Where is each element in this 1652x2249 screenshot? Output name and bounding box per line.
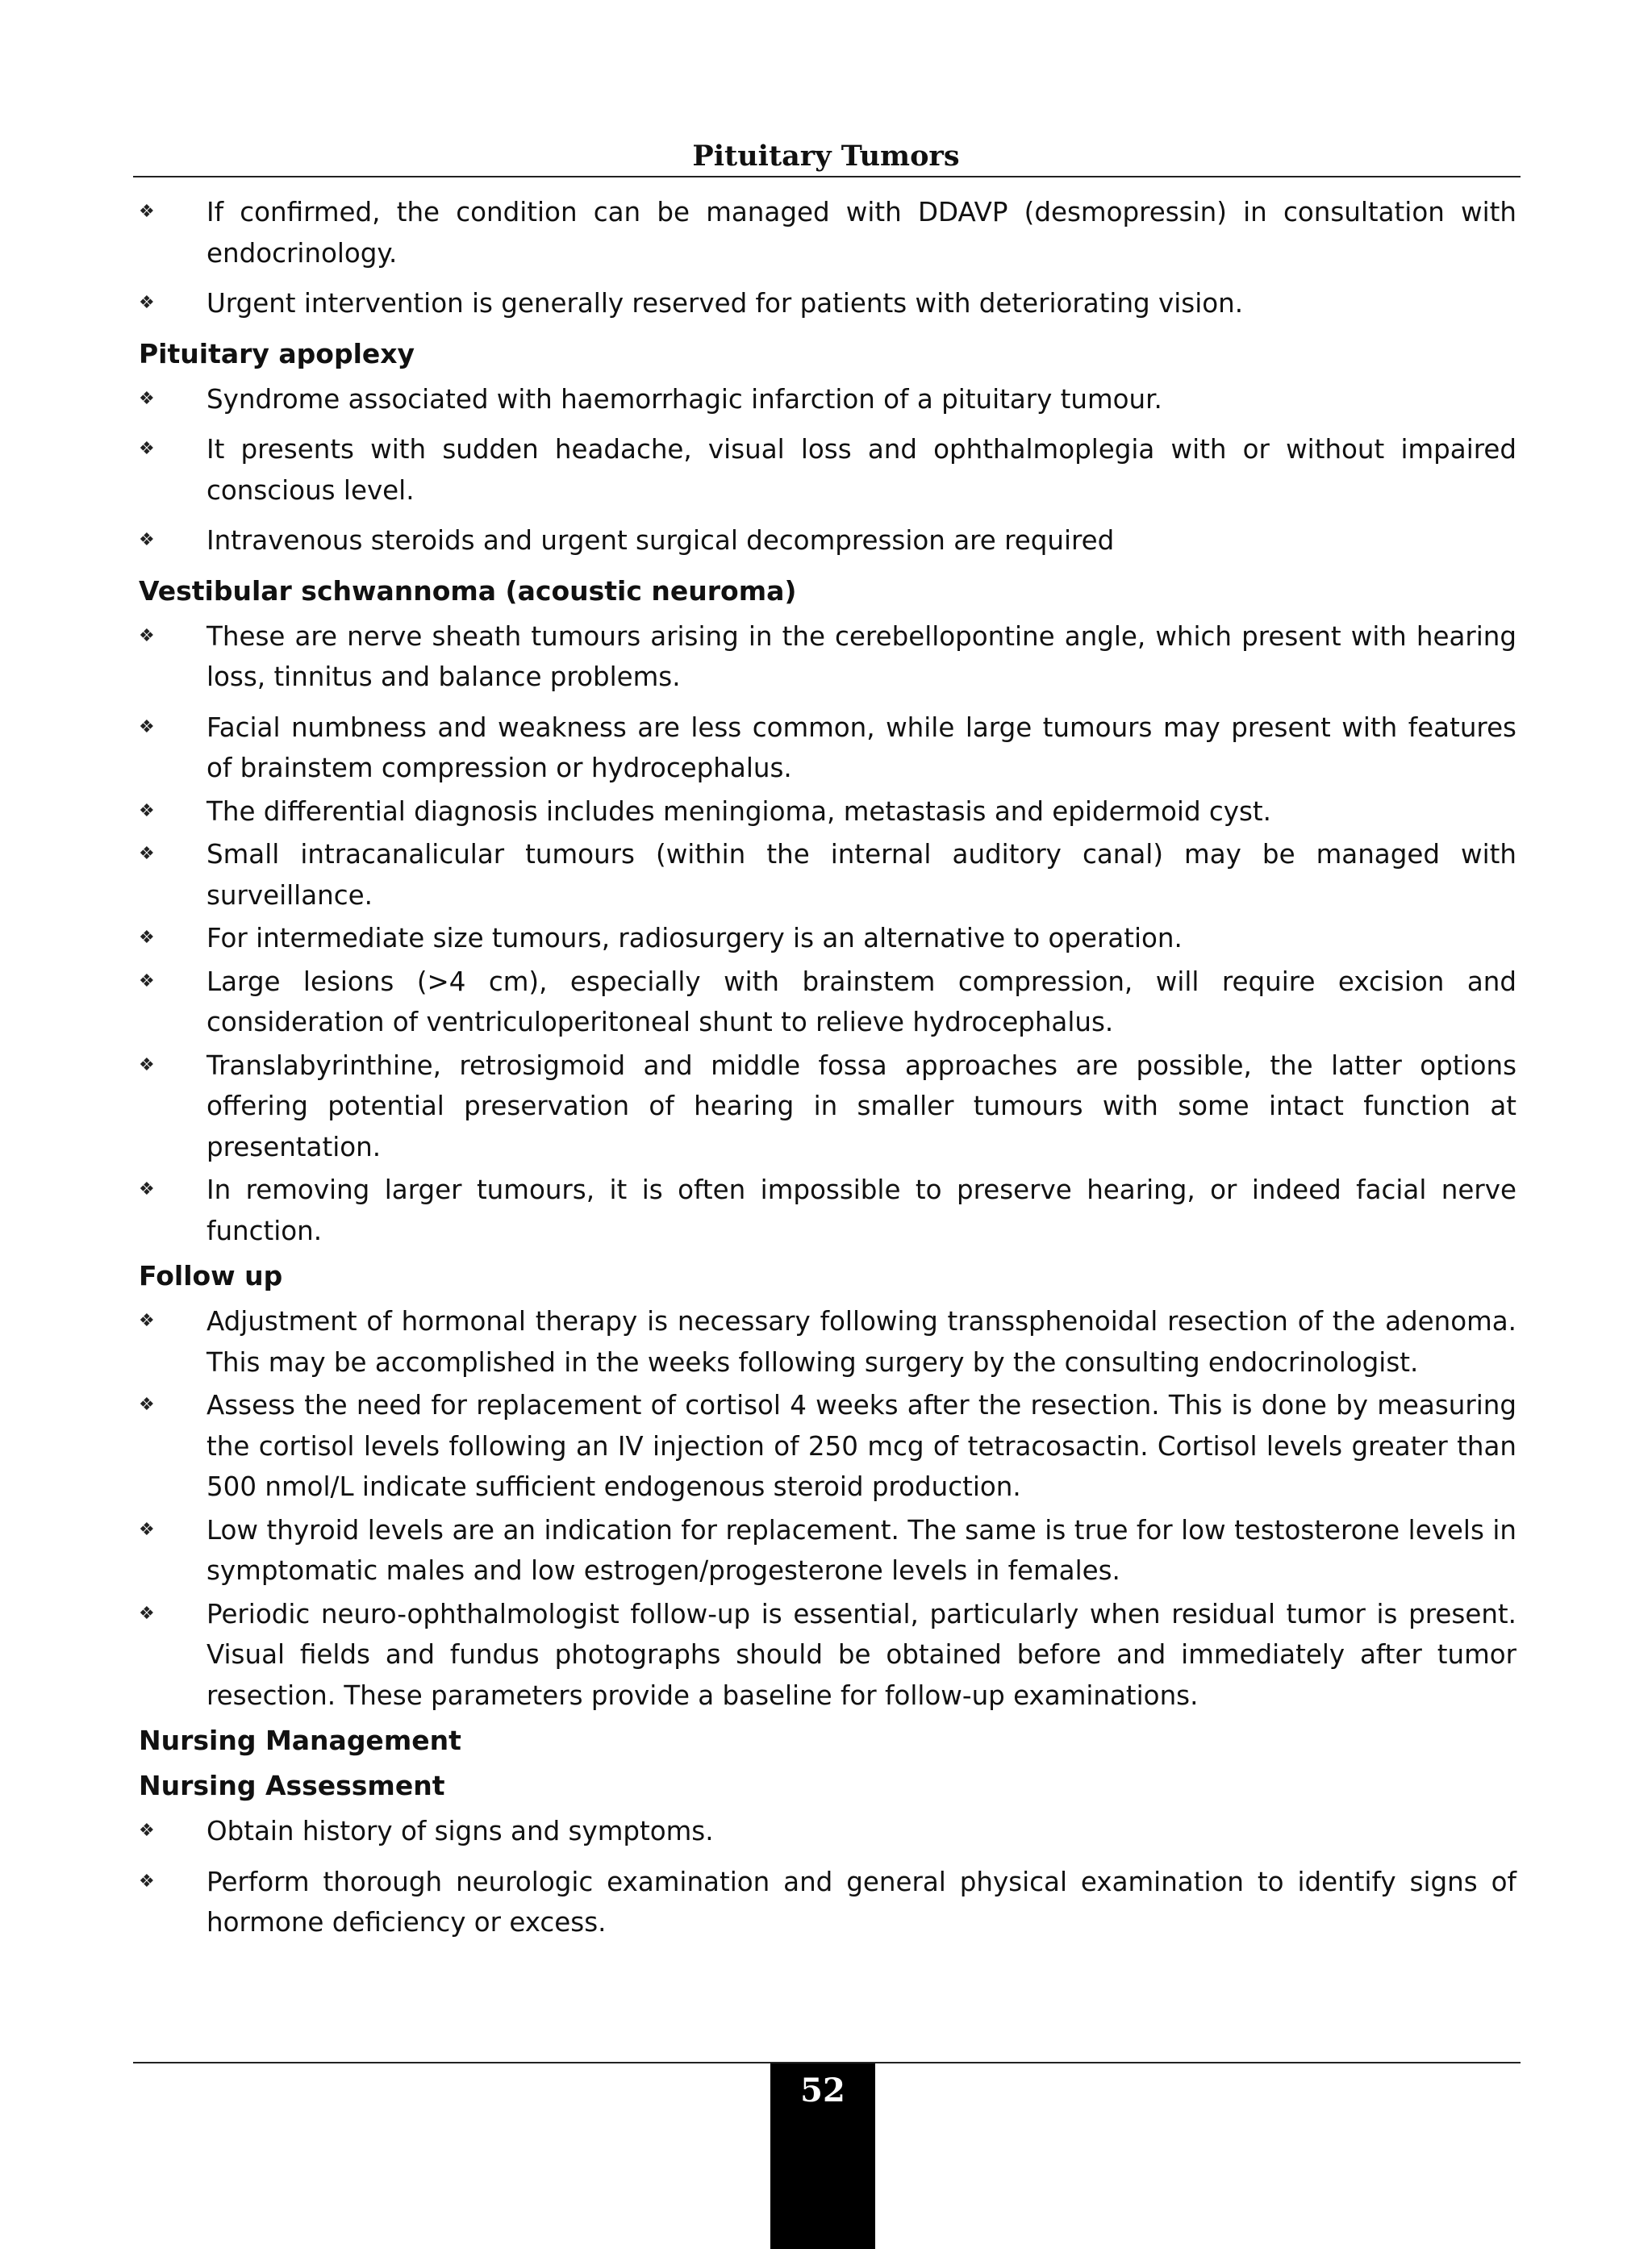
section-heading: Follow up [139, 1260, 283, 1291]
list-item-text: Large lesions (>4 cm), especially with brainstem compression, will require excision and consideration of ventriculoperitoneal shunt to relieve hydrocephalus. [206, 966, 1516, 1037]
list-item [137, 283, 1516, 324]
diamond-bullet-icon: ❖ [139, 530, 155, 550]
list-item-text: It presents with sudden headache, visual loss and ophthalmoplegia with or without impaired conscious level. [206, 434, 1516, 506]
diamond-bullet-icon: ❖ [139, 928, 155, 948]
list-item [137, 1301, 1516, 1383]
list-item-text: In removing larger tumours, it is often impossible to preserve hearing, or indeed facial nerve function. [206, 1175, 1516, 1246]
list-item [137, 520, 1516, 561]
diamond-bullet-icon: ❖ [139, 1603, 155, 1624]
list-item [137, 1385, 1516, 1508]
bullet-list [137, 1811, 1516, 1943]
diamond-bullet-icon: ❖ [139, 844, 155, 864]
section-heading: Nursing Assessment [139, 1770, 445, 1801]
list-item [137, 707, 1516, 789]
list-item [137, 429, 1516, 511]
header-divider [133, 176, 1521, 177]
diamond-bullet-icon: ❖ [139, 716, 155, 737]
list-item [137, 1170, 1516, 1251]
bullet-list [137, 616, 1516, 1252]
list-item-text: Adjustment of hormonal therapy is necessary following transsphenoidal resection of the adenoma. This may be accomplished in the weeks following surgery by the consulting endocrinologist. [206, 1306, 1516, 1378]
list-item [137, 1862, 1516, 1943]
list-item [137, 918, 1516, 959]
diamond-bullet-icon: ❖ [139, 439, 155, 459]
diamond-bullet-icon: ❖ [139, 970, 155, 991]
section-heading: Vestibular schwannoma (acoustic neuroma) [139, 574, 797, 607]
list-item [137, 1811, 1516, 1852]
diamond-bullet-icon: ❖ [139, 625, 155, 646]
list-item-text: Syndrome associated with haemorrhagic infarction of a pituitary tumour. [206, 383, 1162, 415]
list-item [137, 834, 1516, 916]
list-item-text: The differential diagnosis includes meningioma, metastasis and epidermoid cyst. [206, 795, 1272, 827]
list-item-text: Low thyroid levels are an indication for replacement. The same is true for low testosterone levels in symptomatic males and low estrogen/progesterone levels in females. [206, 1514, 1516, 1586]
list-item-text: Translabyrinthine, retrosigmoid and middle fossa approaches are possible, the latter options offering potential preservation of hearing in smaller tumours with some intact function at presentation. [206, 1049, 1516, 1162]
list-item-text: If confirmed, the condition can be managed with DDAVP (desmopressin) in consultation with endocrinology. [206, 197, 1516, 269]
list-item-text: Urgent intervention is generally reserved for patients with deteriorating vision. [206, 288, 1244, 319]
section-heading: Pituitary apoplexy [139, 337, 415, 369]
list-item [137, 1594, 1516, 1717]
diamond-bullet-icon: ❖ [139, 800, 155, 821]
diamond-bullet-icon: ❖ [139, 388, 155, 409]
diamond-bullet-icon: ❖ [139, 1395, 155, 1415]
diamond-bullet-icon: ❖ [139, 1821, 155, 1841]
list-item [137, 379, 1516, 420]
page-content [137, 192, 1516, 1953]
list-item-text: Assess the need for replacement of cortisol 4 weeks after the resection. This is done by measuring the cortisol levels following an IV injection of 250 mcg of tetracosactin. Cortisol levels greater than 500 nmol/L indicate sufficient endogenous steroid production. [206, 1390, 1516, 1502]
running-header-title: Pituitary Tumors [692, 140, 960, 173]
list-item [137, 192, 1516, 273]
list-item-text: For intermediate size tumours, radiosurgery is an alternative to operation. [206, 923, 1183, 953]
diamond-bullet-icon: ❖ [139, 1054, 155, 1075]
list-item-text: Perform thorough neurologic examination and general physical examination to identify signs of hormone deficiency or excess. [206, 1866, 1516, 1938]
diamond-bullet-icon: ❖ [139, 1311, 155, 1331]
bullet-list [137, 192, 1516, 324]
diamond-bullet-icon: ❖ [139, 1179, 155, 1200]
list-item-text: These are nerve sheath tumours arising in the cerebellopontine angle, which present with hearing loss, tinnitus and balance problems. [206, 620, 1516, 692]
list-item [137, 1045, 1516, 1168]
list-item-text: Periodic neuro-ophthalmologist follow-up is essential, particularly when residual tumor is present. Visual fields and fundus photographs should be obtained before and immediately after tumor resection. These parameters provide a baseline for follow-up examinations. [206, 1598, 1516, 1711]
bullet-list [137, 1301, 1516, 1716]
list-item-text: Facial numbness and weakness are less common, while large tumours may present with features of brainstem compression or hydrocephalus. [206, 711, 1516, 783]
bullet-list [137, 379, 1516, 561]
diamond-bullet-icon: ❖ [139, 1519, 155, 1540]
list-item-text: Small intracanalicular tumours (within the internal auditory canal) may be managed with surveillance. [206, 839, 1516, 911]
list-item [137, 962, 1516, 1043]
list-item [137, 1510, 1516, 1592]
page-number: 52 [800, 2072, 845, 2109]
section-heading: Nursing Management [139, 1725, 461, 1756]
diamond-bullet-icon: ❖ [139, 1871, 155, 1892]
list-item [137, 791, 1516, 832]
list-item-text: Intravenous steroids and urgent surgical decompression are required [206, 525, 1115, 556]
diamond-bullet-icon: ❖ [139, 202, 155, 222]
diamond-bullet-icon: ❖ [139, 293, 155, 313]
list-item-text: Obtain history of signs and symptoms. [206, 1816, 714, 1846]
list-item [137, 616, 1516, 698]
